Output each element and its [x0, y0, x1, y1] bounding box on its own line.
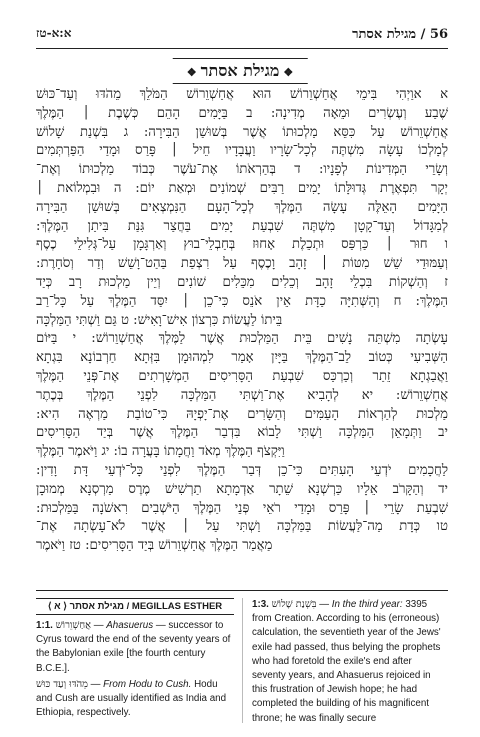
text-line: טו כְּדָת מַה־לַּעֲשׂוֹת בַּמַּלְכָּה וַשְׁתִּי עַל ׀ אֲשֶׁר לֹא־עָשְׂתָה אֶת־	[36, 519, 448, 535]
footnote-text: — successor to Cyrus toward the end of the seventy years of the Babylonian exile [the fourth century B.C.E.].	[36, 620, 231, 674]
footnote-column-left	[36, 598, 243, 723]
text-line: הַשְּׁבִיעִי כְּטוֹב לֵב־הַמֶּלֶךְ בַּיָּיִן אָמַר לִמְהוּמָן בִּזְּתָא חַרְבוֹנָא בִּגְתָא	[36, 350, 448, 366]
footnote-text: Hodu and Cush are usually identified as India and Ethiopia, respectively.	[36, 678, 227, 719]
text-line: אֲחַשְׁוֵרוֹשׁ: יא לְהָבִיא אֶת־וַשְׁתִּי הַמַּלְכָּה לִפְנֵי הַמֶּלֶךְ בְּכֶתֶר	[36, 387, 448, 403]
footnote-hebrew: מֵהֹדּוּ וְעַד כּוּשׁ	[36, 678, 88, 690]
text-line: לְמִגָּדוֹל וְעַד־קָטָן מִשְׁתֶּה שִׁבְעַת יָמִים בַּחֲצַר גִּנַּת בִּיתַן הַמֶּלֶךְ:	[36, 218, 448, 234]
header-rule	[36, 48, 448, 49]
footnote-lemma: Ahasuerus	[106, 620, 154, 631]
chapter-range-label: א:א-טז	[36, 26, 72, 40]
footnote-entry: מֵהֹדּוּ וְעַד כּוּשׁ — From Hodu to Cush. Hodu and Cush are usually identified as India and Ethiopia, respectively.	[36, 678, 227, 719]
text-line: הַיָּמִים הָאֵלֶּה עָשָׂה הַמֶּלֶךְ לְכָל־הָעָם הַנִּמְצְאִים בְּשׁוּשַׁן הַבִּירָה	[36, 199, 448, 215]
footnote-entry: 1:1. אֲחַשְׁוֵרוֹשׁ — Ahasuerus — successor to Cyrus toward the end of the seventy years of the Babylonian exile [the fourth century B.C.E.].	[36, 620, 231, 674]
text-line: וְשָׂרֵי הַמְּדִינוֹת לְפָנָיו: ד בְּהַרְאֹתוֹ אֶת־עֹשֶׁר כְּבוֹד מַלְכוּתוֹ וְאֶת־	[36, 162, 448, 178]
text-line: וַיִּקְצֹף הַמֶּלֶךְ מְאֹד וַחֲמָתוֹ בָּעֲרָה בוֹ: יג וַיֹּאמֶר הַמֶּלֶךְ	[36, 444, 285, 460]
text-line: בֵּיתוֹ לַעֲשׂוֹת כִּרְצוֹן אִישׁ־וָאִישׁ: ט גַּם וַשְׁתִּי הַמַּלְכָּה	[36, 312, 283, 328]
footnote-column-right	[252, 598, 448, 723]
text-line: יד וְהַקָּרֹב אֵלָיו כַּרְשְׁנָא שֵׁתָר אַדְמָתָא תַרְשִׁישׁ מֶרֶס מַרְסְנָא מְמוּכָן	[36, 481, 448, 497]
footnote-ref: 1:3.	[252, 599, 269, 610]
text-line: ז וְהַשְׁקוֹת בִּכְלֵי זָהָב וְכֵלִים מִכֵּלִים שׁוֹנִים וְיֵין מַלְכוּת רָב כְּיַד	[36, 274, 448, 290]
text-line: עָשְׂתָה מִשְׁתֵּה נָשִׁים בֵּית הַמַּלְכוּת אֲשֶׁר לַמֶּלֶךְ אֲחַשְׁוֵרוֹשׁ: י בַּיּוֹם	[36, 331, 448, 347]
ornament-icon: ❖	[283, 66, 294, 79]
book-title	[173, 58, 308, 84]
text-line: וְעַמּוּדֵי שֵׁשׁ מִטּוֹת ׀ זָהָב וָכֶסֶף עַל רִצְפַת בַּהַט־וָשֵׁשׁ וְדַר וְסֹחָרֶת:	[36, 256, 448, 272]
text-line: יב וַתְּמָאֵן הַמַּלְכָּה וַשְׁתִּי לָבוֹא בִּדְבַר הַמֶּלֶךְ אֲשֶׁר בְּיַד הַסָּרִיסִים	[36, 425, 448, 441]
footnote-lemma: In the third year:	[331, 599, 403, 610]
text-line: הַמֶּלֶךְ: ח וְהַשְּׁתִיָּה כַדָּת אֵין אֹנֵס כִּי־כֵן ׀ יִסַּד הַמֶּלֶךְ עַל כָּל־רַב	[36, 293, 448, 309]
hebrew-text-body	[36, 86, 448, 574]
text-line: ו חוּר ׀ כַּרְפַּס וּתְכֵלֶת אָחוּז בְּחַבְלֵי־בוּץ וְאַרְגָּמָן עַל־גְּלִילֵי כֶסֶף	[36, 237, 448, 253]
footnote-rule	[36, 590, 448, 591]
text-line: שֶׁבַע וְעֶשְׂרִים וּמֵאָה מְדִינָה: ב בַּיָּמִים הָהֵם כְּשֶׁבֶת ׀ הַמֶּלֶךְ	[36, 105, 448, 121]
text-line: יְקָר תִּפְאֶרֶת גְּדוּלָּתוֹ יָמִים רַבִּים שְׁמוֹנִים וּמְאַת יוֹם: ה וּבִמְלוֹאת ׀	[36, 180, 448, 196]
text-line: לְמָלְכוֹ עָשָׂה מִשְׁתֶּה לְכָל־שָׂרָיו וַעֲבָדָיו חֵיל ׀ פָּרַס וּמָדַי הַפַּרְתְּמִים	[36, 143, 448, 159]
ornament-icon: ❖	[186, 66, 197, 79]
book-title-text: מגילת אסתר	[200, 61, 280, 80]
text-line: א אוַיְהִי בִּימֵי אֲחַשְׁוֵרוֹשׁ הוּא אֲחַשְׁוֵרוֹשׁ הַמֹּלֵךְ מֵהֹדּוּ וְעַד־כּוּשׁ	[36, 87, 448, 102]
footnote-text: 3395 from Creation. According to his (erroneous) calculation, the seventieth year of the Jews' exile had passed, thus belying the prophets who had foretold the exile's end after seventy years, and Ahasuerus rejoiced in this frustration of Jewish hope; he had completed the building of his magnificent throne; he was finally secure	[252, 599, 441, 723]
text-line: מַלְכוּת לְהַרְאוֹת הָעַמִּים וְהַשָּׂרִים אֶת־יָפְיָהּ כִּי־טוֹבַת מַרְאֶה הִיא:	[36, 406, 448, 422]
page-header	[36, 26, 448, 46]
text-line: אֲחַשְׁוֵרוֹשׁ עַל כִּסֵּא מַלְכוּתוֹ אֲשֶׁר בְּשׁוּשַׁן הַבִּירָה: ג בִּשְׁנַת שָׁלוֹשׁ	[36, 124, 448, 140]
text-line: לַחֲכָמִים יֹדְעֵי הָעִתִּים כִּי־כֵן דְּבַר הַמֶּלֶךְ לִפְנֵי כָּל־יֹדְעֵי דָּת וָדִין:	[36, 462, 448, 478]
footnote-ref: 1:1.	[36, 620, 53, 631]
footnote-entry: 1:3. בִּשְׁנַת שָׁלוֹשׁ — In the third year: 3395 from Creation. According to his (erroneous) calculation, the seventieth year of the Jews' exile had passed, thus belying the prophets who had foretold the exile's end after seventy years, and Ahasuerus rejoiced in this frustration of Jewish hope; he had completed the building of his magnificent throne; he was finally secure	[252, 599, 441, 723]
text-line: וַאֲבַגְתָא זֵתַר וְכַרְכַּס שִׁבְעַת הַסָּרִיסִים הַמְשָׁרְתִים אֶת־פְּנֵי הַמֶּלֶךְ	[36, 368, 448, 384]
text-line: מַאֲמַר הַמֶּלֶךְ אֲחַשְׁוֵרוֹשׁ בְּיַד הַסָּרִיסִים: טז וַיֹּאמֶר	[36, 538, 273, 554]
footnote-hebrew: בִּשְׁנַת שָׁלוֹשׁ	[271, 599, 317, 610]
footnote-header: ⟨ א ⟩ מגילת אסתר / MEGILLAS ESTHER	[36, 598, 234, 615]
page-number-label: 56 / מגילת אסתר	[352, 27, 448, 42]
text-line: שִׁבְעַת שָׂרֵי ׀ פָּרַס וּמָדַי רֹאֵי פְּנֵי הַמֶּלֶךְ הַיֹּשְׁבִים רִאשֹׁנָה בַּמַּלְכוּת:	[36, 500, 448, 516]
footnote-lemma: From Hodu to Cush.	[103, 678, 192, 690]
footnote-hebrew: אֲחַשְׁוֵרוֹשׁ	[55, 620, 91, 631]
